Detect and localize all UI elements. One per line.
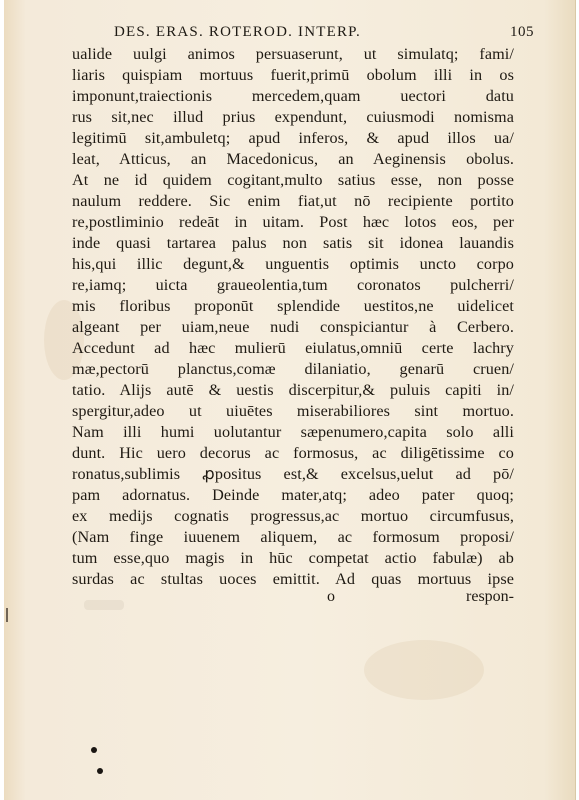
text-line: legitimū sit,ambuletq; apud inferos, & apud illos ua/	[72, 129, 514, 147]
text-line: his,qui illic degunt,& unguentis optimis uncto corpo	[72, 255, 514, 273]
text-line: re,postliminio redeāt in uitam. Post hæc lotos eos, per	[72, 213, 514, 231]
text-line: tatio. Alijs autē & uestis discerpitur,& puluis capiti in/	[72, 381, 514, 399]
text-line: ualide uulgi animos persuaserunt, ut simulatq; fami/	[72, 45, 514, 63]
text-line: leat, Atticus, an Macedonicus, an Aeginensis obolus.	[72, 150, 514, 168]
text-line: inde quasi tartarea palus non satis sit idonea lauandis	[72, 234, 514, 252]
text-line: mis floribus proponūt splendide uestitos,ne uidelicet	[72, 297, 514, 315]
running-head: DES. ERAS. ROTEROD. INTERP.	[114, 24, 361, 40]
text-line: liaris quispiam mortuus fuerit,primū obolum illi in os	[72, 66, 514, 84]
catchword: respon-	[466, 588, 514, 605]
margin-mark	[6, 608, 8, 622]
page-header	[114, 20, 534, 44]
paper-stain	[364, 640, 484, 700]
text-line: At ne id quidem cogitant,multo satius esse, non posse	[72, 171, 514, 189]
text-line: ex medijs cognatis progressus,ac mortuo circumfusus,	[72, 507, 514, 525]
page-footer	[72, 588, 514, 609]
signature-mark: o	[327, 588, 335, 605]
text-line: surdas ac stultas uoces emittit. Ad quas mortuus ipse	[72, 570, 514, 588]
text-line: ronatus,sublimis ꝓpositus est,& excelsus,uelut ad pō/	[72, 465, 514, 483]
ink-dot	[91, 747, 97, 753]
text-line: re,iamq; uicta graueolentia,tum coronatos pulcherri/	[72, 276, 514, 294]
text-line: rus sit,nec illud prius expendunt, cuiusmodi nomisma	[72, 108, 514, 126]
text-line: algeant per uiam,neue nudi conspiciantur à Cerbero.	[72, 318, 514, 336]
text-line: (Nam finge iuuenem aliquem, ac formosum proposi/	[72, 528, 514, 546]
text-line: tum esse,quo magis in hūc competat actio fabulæ) ab	[72, 549, 514, 567]
text-line: dunt. Hic uero decorus ac formosus, ac diligētissime co	[72, 444, 514, 462]
page-number: 105	[510, 24, 534, 40]
ink-dot	[97, 768, 103, 774]
book-page	[4, 0, 576, 800]
text-line: imponunt,traiectionis mercedem,quam uectori datu	[72, 87, 514, 105]
text-line: pam adornatus. Deinde mater,atq; adeo pater quoq;	[72, 486, 514, 504]
text-line: Nam illi humi uolutantur sæpenumero,capita solo alli	[72, 423, 514, 441]
text-line: spergitur,adeo ut uiuētes miserabiliores sint mortuo.	[72, 402, 514, 420]
text-line: mæ,pectorū planctus,comæ dilaniatio, genarū cruen/	[72, 360, 514, 378]
text-line: naulum reddere. Sic enim fiat,ut nō recipiente portito	[72, 192, 514, 210]
text-line: Accedunt ad hæc mulierū eiulatus,omniū certe lachry	[72, 339, 514, 357]
text-block	[72, 44, 514, 590]
